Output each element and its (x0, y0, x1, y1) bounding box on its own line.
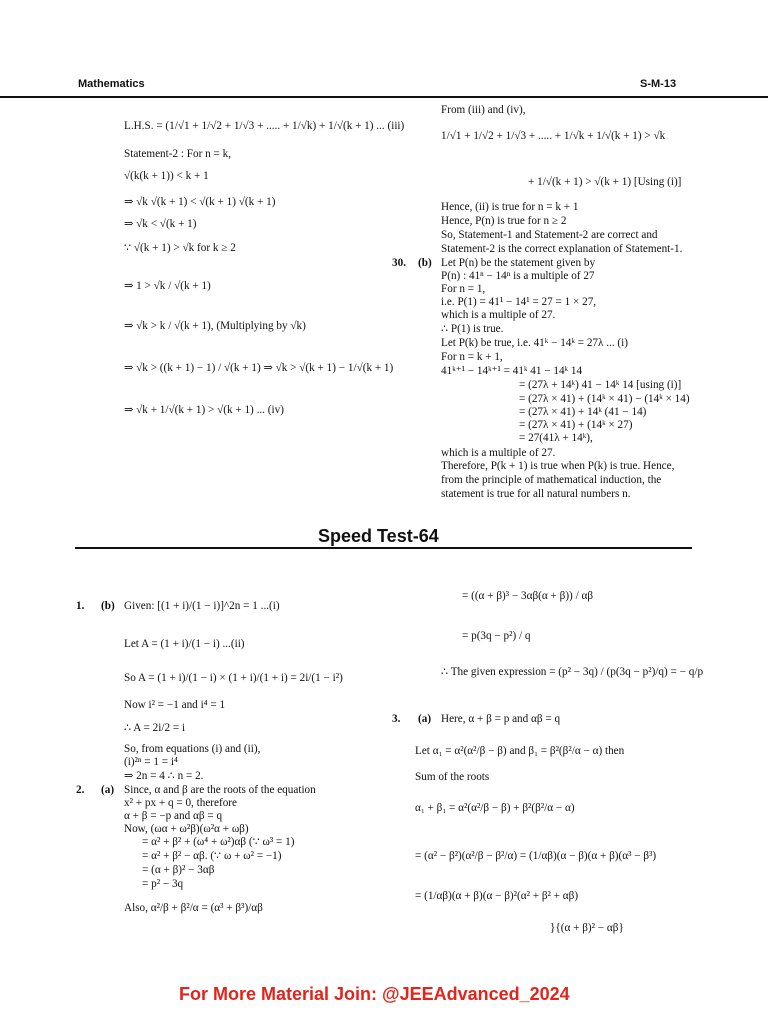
answer-option: (b) (418, 257, 432, 269)
text-line: ∴ P(1) is true. (441, 323, 504, 335)
step-line: ∵ √(k + 1) > √k for k ≥ 2 (124, 242, 236, 254)
text-line: From (iii) and (iv), (441, 104, 526, 116)
text-line: = p(3q − p²) / q (462, 630, 531, 642)
step-line: √(k(k + 1)) < k + 1 (124, 170, 209, 182)
text-line: ∴ A = 2i/2 = i (124, 722, 186, 734)
text-line: So, from equations (i) and (ii), (124, 743, 261, 755)
text-line: Now, (ωα + ω²β)(ω²α + ωβ) (124, 823, 249, 835)
step-line: ⇒ √k < √(k + 1) (124, 218, 197, 230)
text-line: Let P(k) be true, i.e. 41ᵏ − 14ᵏ = 27λ ... (i) (441, 337, 628, 349)
text-line: = (α² − β²)(α²/β − β²/α) = (1/αβ)(α − β)(α + β)(α³ − β³) (415, 850, 657, 862)
text-line: Hence, P(n) is true for n ≥ 2 (441, 215, 567, 227)
text-line: For n = 1, (441, 283, 486, 295)
text-line: statement is true for all natural numbers n. (441, 488, 631, 500)
step-line: ⇒ 1 > √k / √(k + 1) (124, 280, 211, 292)
step-line: ⇒ √k √(k + 1) < √(k + 1) √(k + 1) (124, 196, 276, 208)
text-line: Statement-2 is the correct explanation of Statement-1. (441, 243, 683, 255)
text-line: Hence, (ii) is true for n = k + 1 (441, 201, 579, 213)
text-line: = (27λ × 41) + (14ᵏ × 41) − (14ᵏ × 14) (519, 393, 690, 405)
header-rule (0, 96, 768, 98)
step-line: ⇒ √k > k / √(k + 1), (Multiplying by √k) (124, 320, 306, 332)
text-line: ∴ The given expression = (p² − 3q) / (p(3q − p²)/q) = − q/p (441, 666, 704, 678)
text-line: }{(α + β)² − αβ} (550, 922, 624, 934)
question-number: 2. (76, 784, 85, 796)
step-line: ⇒ √k > ((k + 1) − 1) / √(k + 1) ⇒ √k > √(k + 1) − 1/√(k + 1) (124, 362, 394, 374)
question-number: 30. (392, 257, 406, 269)
text-line: Given: [(1 + i)/(1 − i)]^2n = 1 ...(i) (124, 600, 280, 612)
text-line: ⇒ 2n = 4 ∴ n = 2. (124, 770, 204, 782)
step-line: ⇒ √k + 1/√(k + 1) > √(k + 1) ... (iv) (124, 404, 284, 416)
question-number: 3. (392, 713, 401, 725)
text-line: Let α₁ = α²(α²/β − β) and β₁ = β²(β²/α − α) then (415, 745, 625, 757)
text-line: Therefore, P(k + 1) is true when P(k) is true. Hence, (441, 460, 675, 472)
footer-promo: For More Material Join: @JEEAdvanced_2024 (179, 984, 570, 1004)
text-line: = p² − 3q (142, 878, 184, 890)
text-line: (i)²ⁿ = 1 = i⁴ (124, 756, 178, 768)
text-line: Here, α + β = p and αβ = q (441, 713, 561, 725)
text-line: 41ᵏ⁺¹ − 14ᵏ⁺¹ = 41ᵏ 41 − 14ᵏ 14 (441, 365, 583, 377)
text-line: Also, α²/β + β²/α = (α³ + β³)/αβ (124, 902, 263, 914)
text-line: = (27λ + 14ᵏ) 41 − 14ᵏ 14 [using (i)] (519, 379, 682, 391)
text-line: P(n) : 41ⁿ − 14ⁿ is a multiple of 27 (441, 270, 595, 282)
text-line: α + β = −p and αβ = q (124, 810, 223, 822)
text-line: Sum of the roots (415, 771, 490, 783)
text-line: which is a multiple of 27. (441, 447, 556, 459)
text-line: 1/√1 + 1/√2 + 1/√3 + ..... + 1/√k + 1/√(k + 1) > √k (441, 130, 666, 142)
text-line: which is a multiple of 27. (441, 309, 556, 321)
question-number: 1. (76, 600, 85, 612)
text-line: from the principle of mathematical induction, the (441, 474, 662, 486)
answer-option: (a) (101, 784, 115, 796)
header-subject: Mathematics (78, 78, 145, 90)
lhs-line: L.H.S. = (1/√1 + 1/√2 + 1/√3 + ..... + 1/√k) + 1/√(k + 1) ... (iii) (124, 120, 405, 132)
answer-option: (b) (101, 600, 115, 612)
text-line: Let A = (1 + i)/(1 − i) ...(ii) (124, 638, 245, 650)
text-line: Since, α and β are the roots of the equation (124, 784, 316, 796)
text-line: = ((α + β)³ − 3αβ(α + β)) / αβ (462, 590, 594, 602)
section-title: Speed Test-64 (318, 526, 439, 546)
answer-option: (a) (418, 713, 432, 725)
text-line: = 27(41λ + 14ᵏ), (519, 432, 593, 444)
text-line: = (1/αβ)(α + β)(α − β)²(α² + β² + αβ) (415, 890, 579, 902)
text-line: = (27λ × 41) + 14ᵏ (41 − 14) (519, 406, 647, 418)
text-line: α₁ + β₁ = α²(α²/β − β) + β²(β²/α − α) (415, 802, 575, 814)
text-line: So A = (1 + i)/(1 − i) × (1 + i)/(1 + i) = 2i/(1 − i²) (124, 672, 343, 684)
text-line: i.e. P(1) = 41¹ − 14¹ = 27 = 1 × 27, (441, 296, 597, 308)
header-page-code: S-M-13 (640, 78, 677, 90)
text-line: = (27λ × 41) + (14ᵏ × 27) (519, 419, 633, 431)
text-line: For n = k + 1, (441, 351, 503, 363)
text-line: Now i² = −1 and i⁴ = 1 (124, 699, 226, 711)
text-line: x² + px + q = 0, therefore (124, 797, 237, 809)
text-line: + 1/√(k + 1) > √(k + 1) [Using (i)] (528, 176, 682, 188)
section-rule (75, 547, 692, 549)
text-line: = α² + β² − αβ. (∵ ω + ω² = −1) (142, 850, 282, 862)
text-line: So, Statement-1 and Statement-2 are correct and (441, 229, 658, 241)
statement-2-heading: Statement-2 : For n = k, (124, 148, 231, 160)
text-line: Let P(n) be the statement given by (441, 257, 596, 269)
text-line: = (α + β)² − 3αβ (142, 864, 215, 876)
text-line: = α² + β² + (ω⁴ + ω²)αβ (∵ ω³ = 1) (142, 836, 295, 848)
